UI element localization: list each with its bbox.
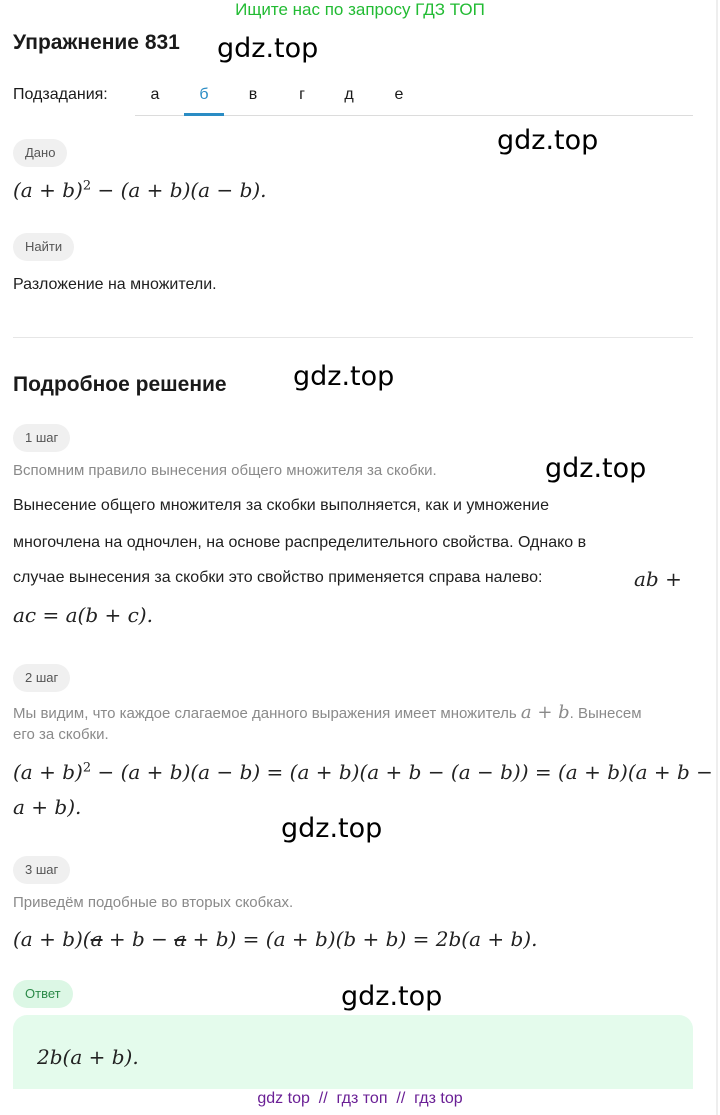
promo-banner[interactable]: Ищите нас по запросу ГДЗ ТОП bbox=[235, 0, 485, 19]
page-title: Упражнение 831 bbox=[13, 31, 180, 54]
section-divider bbox=[13, 337, 693, 338]
step-2-equation: a + b). bbox=[13, 795, 82, 819]
find-text: Разложение на множители. bbox=[13, 276, 217, 293]
answer-value: 2b(a + b). bbox=[37, 1045, 139, 1069]
given-expression: $(a + b)^2 - (a + b)(a - b)$. bbox=[13, 178, 267, 202]
step-3-equation: (a + b)(a + b − a + b) = (a + b)(b + b) = 2b(a + b). bbox=[13, 927, 538, 951]
tab-v[interactable]: в bbox=[248, 86, 258, 103]
tab-a[interactable]: а bbox=[150, 86, 160, 103]
watermark: gdz.top bbox=[281, 813, 383, 844]
tab-g[interactable]: г bbox=[299, 86, 305, 103]
watermark: gdz.top bbox=[341, 981, 443, 1012]
step-3-hint: Приведём подобные во вторых скобках. bbox=[13, 894, 294, 911]
step-2-hint: Мы видим, что каждое слагаемое данного выражения имеет множитель a + b. Вынесем bbox=[13, 702, 642, 723]
page-edge-rule bbox=[716, 0, 718, 1115]
step-2-chip: 2 шаг bbox=[13, 664, 70, 692]
step-1-text-line: Вынесение общего множителя за скобки выполняется, как и умножение bbox=[13, 497, 549, 514]
step-1-formula: ac = a(b + c). bbox=[13, 603, 153, 627]
step-1-text-line: случае вынесения за скобки это свойство применяется справа налево: bbox=[13, 569, 543, 586]
given-chip: Дано bbox=[13, 139, 67, 167]
solution-title: Подробное решение bbox=[13, 373, 227, 396]
watermark: gdz.top bbox=[497, 125, 599, 156]
active-tab-indicator bbox=[184, 113, 224, 116]
step-3-chip: 3 шаг bbox=[13, 856, 70, 884]
step-1-formula: ab + bbox=[634, 567, 682, 591]
tab-e[interactable]: е bbox=[394, 86, 404, 103]
watermark: gdz.top bbox=[545, 453, 647, 484]
tab-b[interactable]: б bbox=[199, 86, 209, 103]
watermark: gdz.top bbox=[293, 361, 395, 392]
find-chip: Найти bbox=[13, 233, 74, 261]
step-2-hint: его за скобки. bbox=[13, 726, 109, 743]
watermark: gdz.top bbox=[217, 33, 319, 64]
step-1-hint: Вспомним правило вынесения общего множителя за скобки. bbox=[13, 462, 437, 479]
step-2-equation: $(a + b)^2 - (a + b)(a - b) = (a + b)(a + b - (a - b)) = (a + b)(a + b$ − bbox=[13, 760, 713, 784]
step-1-chip: 1 шаг bbox=[13, 424, 70, 452]
tab-d[interactable]: д bbox=[344, 86, 354, 103]
answer-chip: Ответ bbox=[13, 980, 73, 1008]
subtasks-label: Подзадания: bbox=[13, 86, 108, 103]
step-1-text-line: многочлена на одночлен, на основе распределительного свойства. Однако в bbox=[13, 534, 587, 551]
footer-links[interactable]: gdz top // гдз топ // гдз top bbox=[257, 1090, 463, 1107]
